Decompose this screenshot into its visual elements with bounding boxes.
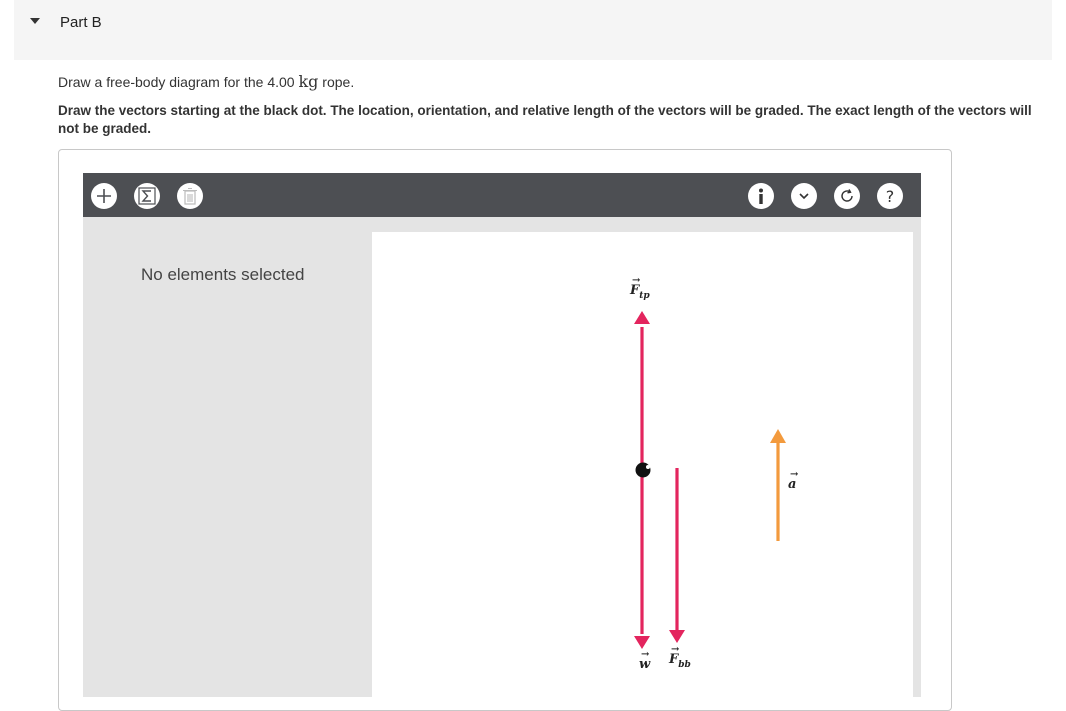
- label-w-symbol: w: [639, 657, 651, 672]
- label-w: [639, 649, 651, 672]
- drawing-toolbar: [83, 173, 921, 217]
- label-f-tp-subscript: tp: [639, 291, 650, 301]
- sigma-icon[interactable]: [134, 183, 160, 209]
- anchor-black-dot[interactable]: [636, 463, 651, 478]
- prompt-text-after: rope.: [318, 74, 355, 90]
- svg-text:?: ?: [885, 187, 895, 205]
- label-a: [788, 469, 799, 492]
- trash-icon[interactable]: [177, 183, 203, 209]
- prompt-text: [58, 72, 354, 91]
- plus-icon[interactable]: [91, 183, 117, 209]
- vector-f-bb-arrowhead[interactable]: [669, 630, 685, 643]
- instructions: Draw the vectors starting at the black dot. The location, orientation, and relative length of the vectors will be graded. The exact length of the vectors will not be graded.: [58, 103, 1032, 136]
- label-f-bb-subscript: bb: [678, 660, 691, 670]
- chevron-down-icon[interactable]: [791, 183, 817, 209]
- part-title: Part B: [60, 14, 102, 31]
- help-icon[interactable]: [877, 183, 903, 209]
- label-f-bb-symbol: F: [669, 652, 679, 667]
- properties-panel: [83, 217, 369, 697]
- prompt-unit: kg: [298, 72, 319, 91]
- info-icon[interactable]: [748, 183, 774, 209]
- label-a-symbol: a: [788, 477, 797, 492]
- vector-arrow-mark: →: [632, 275, 641, 286]
- vector-a-arrowhead[interactable]: [770, 429, 786, 443]
- label-f-tp-symbol: F: [630, 283, 640, 298]
- vector-arrow-mark: →: [790, 469, 799, 480]
- vector-arrow-mark: →: [671, 644, 680, 655]
- label-f-tp: [630, 275, 650, 301]
- vector-w-arrowhead[interactable]: [634, 636, 650, 649]
- anchor-handle: [646, 465, 650, 469]
- collapse-caret-icon[interactable]: [30, 18, 40, 24]
- selection-status: No elements selected: [141, 265, 305, 284]
- vector-diagram: [372, 232, 913, 702]
- reset-icon[interactable]: [834, 183, 860, 209]
- vector-f-tp-arrowhead[interactable]: [634, 311, 650, 324]
- label-f-bb: [669, 644, 691, 670]
- drawing-canvas[interactable]: [372, 232, 913, 702]
- vector-arrow-mark: →: [641, 649, 650, 660]
- prompt-text-before: Draw a free-body diagram for the 4.00: [58, 74, 299, 90]
- part-header[interactable]: [14, 0, 1052, 60]
